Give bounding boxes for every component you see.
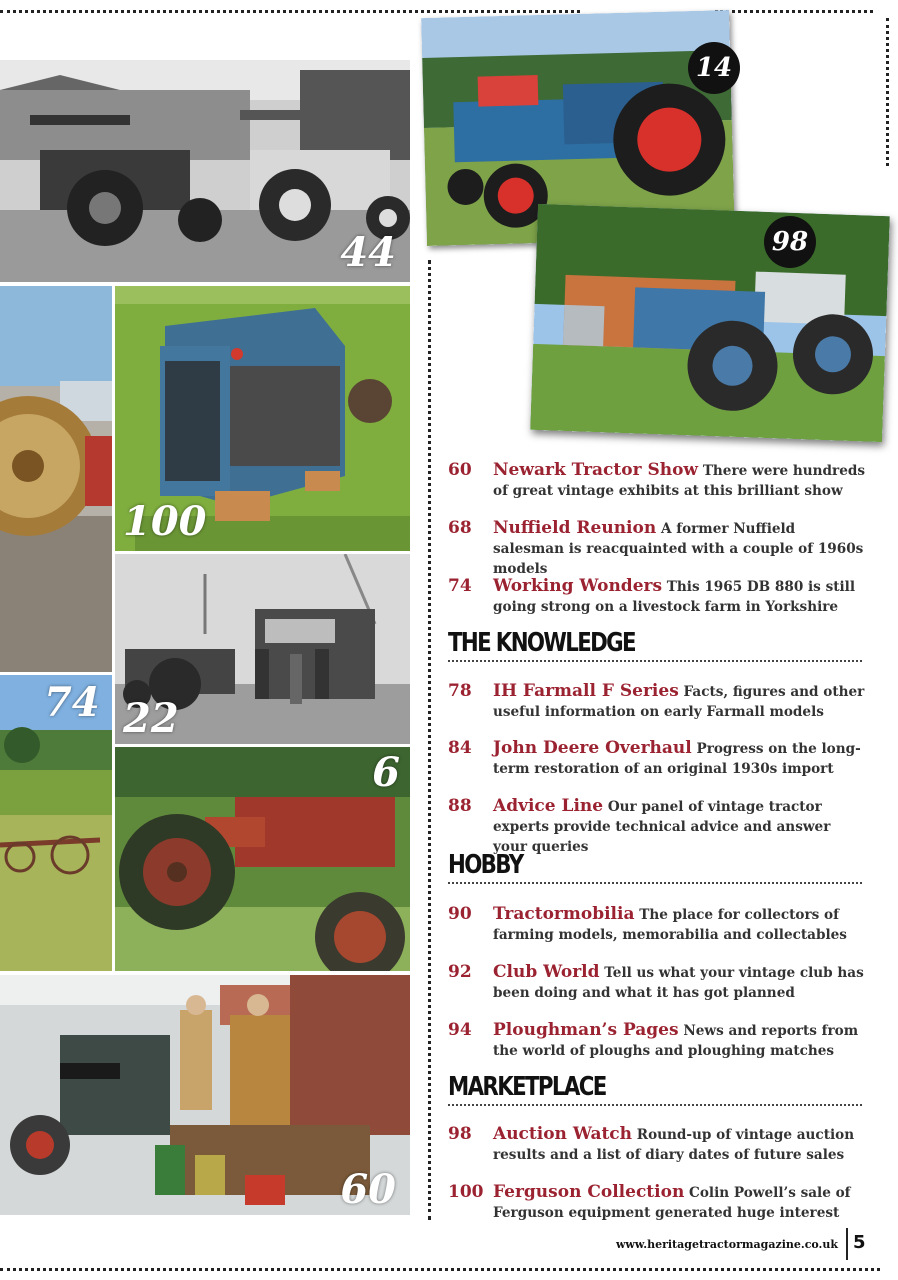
entry-title: Club World bbox=[493, 962, 600, 982]
contents-entry[interactable] bbox=[448, 1124, 868, 1165]
entry-page-number: 60 bbox=[448, 460, 472, 480]
photo-60-memorabilia bbox=[0, 975, 410, 1215]
photo-page-number: 44 bbox=[340, 229, 396, 276]
photo-page-number: 60 bbox=[340, 1166, 396, 1213]
entry-description: Facts, figures and other useful information on early Farmall models bbox=[493, 684, 865, 720]
entry-page-number: 94 bbox=[448, 1020, 472, 1040]
entry-description: Our panel of vintage tractor experts provide technical advice and answer your queries bbox=[493, 799, 831, 855]
contents-entry[interactable] bbox=[448, 1182, 868, 1223]
photo-page-number: 6 bbox=[372, 749, 400, 796]
entry-description: A former Nuffield salesman is reacquainted with a couple of 1960s models bbox=[493, 521, 864, 577]
entry-description: Tell us what your vintage club has been doing and what it has got planned bbox=[493, 965, 864, 1001]
entry-title: IH Farmall F Series bbox=[493, 681, 679, 701]
photo-98-orange-tractor bbox=[530, 204, 890, 442]
entry-title: Newark Tractor Show bbox=[493, 460, 699, 480]
entry-page-number: 100 bbox=[448, 1182, 484, 1202]
footer-divider bbox=[846, 1228, 848, 1260]
contents-entry[interactable] bbox=[448, 962, 868, 1003]
footer-website-url[interactable]: www.heritagetractormagazine.co.uk bbox=[615, 1238, 838, 1251]
contents-entry[interactable] bbox=[448, 904, 868, 945]
contents-entry[interactable] bbox=[448, 576, 868, 617]
entry-page-number: 90 bbox=[448, 904, 472, 924]
contents-entry[interactable] bbox=[448, 460, 868, 501]
photo-14-badge: 14 bbox=[688, 42, 740, 94]
entry-description: Round-up of vintage auction results and a list of diary dates of future sales bbox=[493, 1127, 855, 1163]
photo-steel-wheel bbox=[0, 286, 112, 672]
section-heading-marketplace: MARKETPLACE bbox=[448, 1072, 862, 1106]
page-number: 5 bbox=[853, 1232, 866, 1253]
entry-page-number: 68 bbox=[448, 518, 472, 538]
entry-title: Advice Line bbox=[493, 796, 604, 816]
entry-page-number: 84 bbox=[448, 738, 472, 758]
column-dotted-divider bbox=[428, 260, 431, 1220]
entry-description: Progress on the long-term restoration of an original 1930s import bbox=[493, 741, 861, 777]
entry-description: There were hundreds of great vintage exhibits at this brilliant show bbox=[493, 463, 866, 499]
photo-page-number: 22 bbox=[123, 695, 179, 742]
top-dotted-border-right bbox=[715, 10, 873, 13]
entry-title: Tractormobilia bbox=[493, 904, 635, 924]
photo-22-bw-threshing bbox=[115, 554, 410, 744]
photo-74-field-implement bbox=[0, 675, 112, 971]
entry-page-number: 98 bbox=[448, 1124, 472, 1144]
entry-description: The place for collectors of farming models, memorabilia and collectables bbox=[493, 907, 847, 943]
entry-description: This 1965 DB 880 is still going strong on a livestock farm in Yorkshire bbox=[493, 579, 855, 615]
entry-title: Ploughman’s Pages bbox=[493, 1020, 679, 1040]
entry-title: John Deere Overhaul bbox=[493, 738, 692, 758]
entry-title: Working Wonders bbox=[493, 576, 663, 596]
entry-page-number: 92 bbox=[448, 962, 472, 982]
section-heading-knowledge: THE KNOWLEDGE bbox=[448, 628, 862, 662]
bottom-dotted-border bbox=[0, 1268, 880, 1271]
entry-page-number: 88 bbox=[448, 796, 472, 816]
contents-entry[interactable] bbox=[448, 1020, 868, 1061]
entry-title: Ferguson Collection bbox=[493, 1182, 685, 1202]
entry-page-number: 78 bbox=[448, 681, 472, 701]
photo-page-number: 74 bbox=[44, 679, 100, 726]
contents-entry[interactable] bbox=[448, 738, 868, 779]
entry-page-number: 74 bbox=[448, 576, 472, 596]
photo-page-number: 100 bbox=[123, 498, 207, 545]
entry-title: Nuffield Reunion bbox=[493, 518, 657, 538]
photo-100-engine bbox=[115, 286, 410, 551]
contents-entry[interactable] bbox=[448, 796, 868, 857]
entry-title: Auction Watch bbox=[493, 1124, 633, 1144]
right-dotted-border bbox=[886, 18, 889, 166]
contents-entry[interactable] bbox=[448, 681, 868, 722]
entry-description: Colin Powell’s sale of Ferguson equipment generated huge interest bbox=[493, 1185, 851, 1221]
section-heading-hobby: HOBBY bbox=[448, 850, 862, 884]
photo-6-rusty-tractor bbox=[115, 747, 410, 971]
contents-entry[interactable] bbox=[448, 518, 868, 579]
photo-44-bw-tractors bbox=[0, 60, 410, 282]
entry-description: News and reports from the world of ploughs and ploughing matches bbox=[493, 1023, 859, 1059]
photo-98-badge: 98 bbox=[764, 216, 816, 268]
top-dotted-border bbox=[0, 10, 580, 13]
